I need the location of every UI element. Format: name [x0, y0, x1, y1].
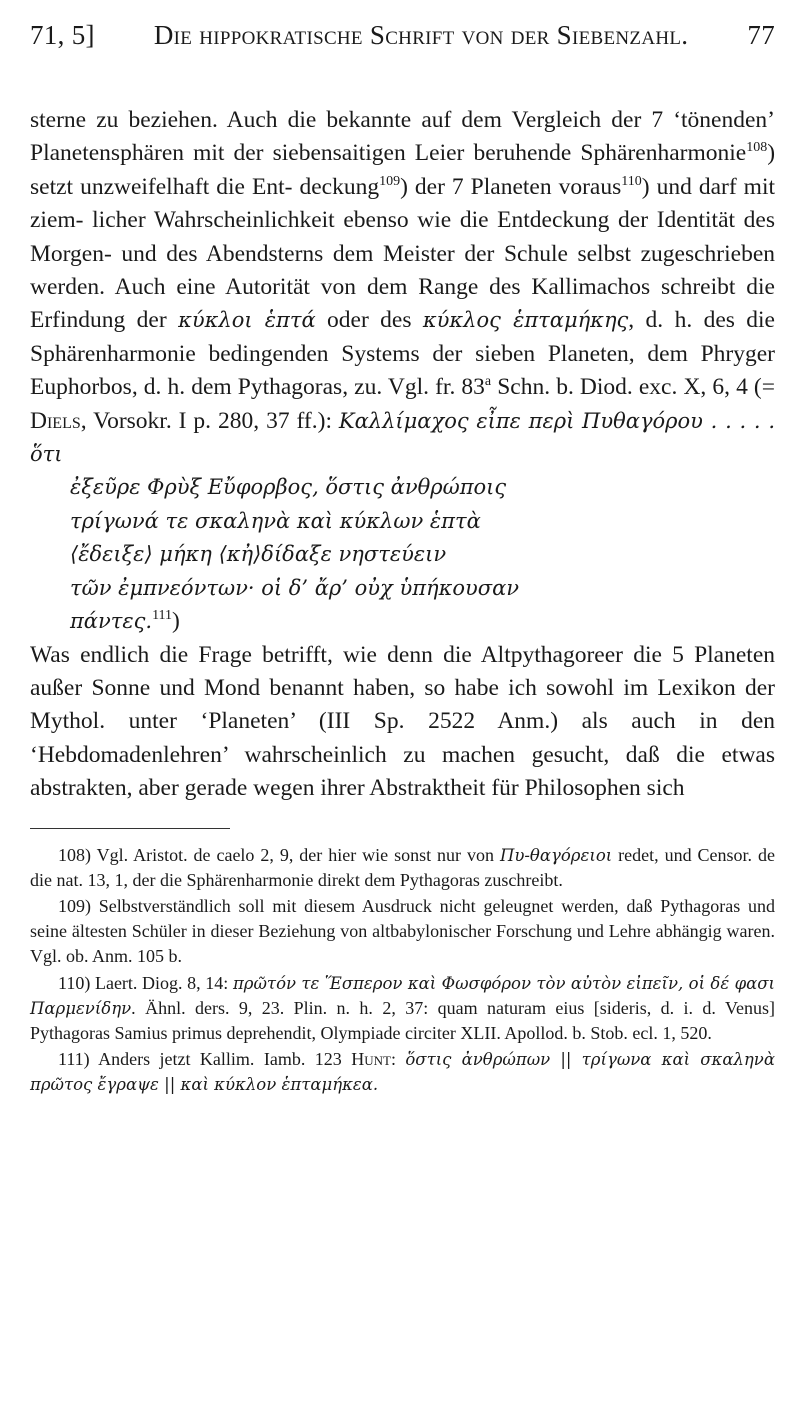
- text-line: habe ich sowohl im Lexikon der Mythol. unter ‘Planeten’: [30, 674, 775, 735]
- text-line: dem Range des Kallimachos schreibt die Erfindung der: [30, 274, 775, 334]
- greek-phrase: κύκλοι ἑπτά: [178, 308, 316, 333]
- text-line: Was endlich die Frage betrifft, wie denn die Altpythagoreer: [30, 641, 623, 668]
- verse-line: ἐξεῦρε Φρὺξ Εὔφορβος, ὅστις ἀνθρώποις: [70, 475, 507, 500]
- superscript: a: [484, 374, 492, 390]
- greek-verse-block: [70, 471, 775, 638]
- footnotes: [30, 843, 775, 1098]
- footnote-divider: [30, 828, 230, 829]
- text-line: oder des: [315, 307, 423, 334]
- text-line: 37 ff.):: [266, 407, 339, 434]
- main-text: [30, 104, 775, 806]
- footnote-ref-109[interactable]: 109: [379, 173, 401, 189]
- text-line: ) der 7 Planeten voraus: [400, 173, 622, 200]
- footnote-108: 108) Vgl. Aristot. de caelo 2, 9, der hier wie sonst nur von Πυ-θαγόρειοι redet, und Censor. de die nat. 13, 1, der die Sphärenharmonie direkt dem Pythagoras zuschreibt.: [30, 844, 775, 890]
- verse-line: τῶν ἐμπνεόντων· οἱ δ’ ἄρ’ οὐχ ὑπήκουσαν: [70, 575, 520, 600]
- greek-quote: Καλλίμαχος εἶπε περὶ Πυθαγόρου . . . . . ὅτι: [30, 408, 776, 467]
- footnote-109: 109) Selbstverständlich soll mit diesem Ausdruck nicht geleugnet werden, daß Pythagoras und seine ältesten Schüler in dieser Beziehung von altbabylonischer Forschung und Lehre abhängig waren. Vgl. ob. Anm. 105 b.: [30, 895, 775, 967]
- verse-line: ⟨ἔδειξε⟩ μήκη ⟨κἠ⟩δίδαξε νηστεύειν: [70, 542, 447, 567]
- footnote-111: 111) Anders jetzt Kallim. Iamb. 123 Hunt: ὅστις ἀνθρώπων || τρίγωνα καὶ σκαληνὰ πρῶτος ἔγραψε || καὶ κύκλον ἑπταμήκεα.: [30, 1049, 775, 1095]
- text-line: ) setzt unzweifelhaft die Ent-: [30, 140, 776, 200]
- text-line: aber gerade wegen ihrer Abstraktheit für Philosophen sich: [138, 775, 685, 802]
- book-page: [30, 20, 775, 1099]
- text-line: licher Wahrscheinlichkeit ebenso wie die Entdeckung der: [92, 207, 649, 234]
- text-line: dem Phryger Euphorbos, d. h. dem Pythagoras, zu. Vgl. fr.: [30, 340, 775, 401]
- text-line: die 5 Planeten außer Sonne und Mond benannt haben, so: [30, 641, 775, 701]
- paragraph-1: [30, 104, 775, 471]
- page-number: 77: [747, 20, 775, 50]
- text-line: beruhende Sphärenharmonie: [473, 140, 747, 167]
- running-header: [30, 20, 775, 64]
- text-line: der 7 ‘tönenden’ Planetensphären mit der siebensaitigen Leier: [30, 107, 775, 167]
- author-name: Diels: [30, 407, 81, 434]
- text-line: Schule selbst zugeschrieben werden. Auch eine Autorität von: [30, 240, 776, 301]
- text-line: Identität des Morgen- und des Abendsterns dem Meister der: [30, 207, 776, 267]
- text-line: , Vorsokr. I p. 280,: [80, 407, 260, 434]
- paragraph-2: [30, 639, 775, 806]
- running-title: Die hippokratische Schrift von der Siebenzahl.: [153, 20, 689, 50]
- text-line: Schn. b. Diod. exc. X, 6, 4 (=: [491, 374, 776, 401]
- text-line: deckung: [299, 173, 380, 200]
- footnote-ref-111[interactable]: 111: [152, 608, 173, 624]
- verse-line: τρίγωνά τε σκαληνὰ καὶ κύκλων ἑπτὰ: [70, 508, 481, 533]
- text-line: ) und darf mit ziem-: [30, 173, 776, 234]
- text-line: , d. h. des die: [628, 307, 775, 334]
- greek-phrase: κύκλος ἑπταμήκης: [422, 308, 629, 333]
- footnote-ref-108[interactable]: 108: [746, 140, 768, 156]
- text-line: 83: [461, 374, 485, 401]
- text-line: Sphärenharmonie bedingenden Systems der sieben Planeten,: [30, 340, 635, 367]
- text-line: wahrscheinlich zu machen gesucht, daß die etwas abstrakten,: [30, 741, 776, 802]
- footnote-ref-110[interactable]: 110: [621, 173, 642, 189]
- section-reference: 71, 5]: [30, 20, 95, 50]
- footnote-110: 110) Laert. Diog. 8, 14: πρῶτόν τε Ἕσπερον καὶ Φωσφόρον τὸν αὐτὸν εἰπεῖν, οἱ δέ φασι Παρμενίδην. Ähnl. ders. 9, 23. Plin. n. h. 2, 37: quam naturam eius [sideris, d. i. d. Venus] Pythagoras Samius primus deprehendit, Olympiade circiter XLII. Apollod. b. Stob. ecl. 1, 520.: [30, 972, 776, 1043]
- text-line: sterne zu beziehen. Auch die bekannte auf dem Vergleich: [30, 107, 602, 133]
- verse-line-final: πάντες.$^{111}$): [70, 608, 180, 635]
- text-line: (III Sp. 2522 Anm.) als auch in den ‘Hebdomadenlehren’: [30, 708, 776, 768]
